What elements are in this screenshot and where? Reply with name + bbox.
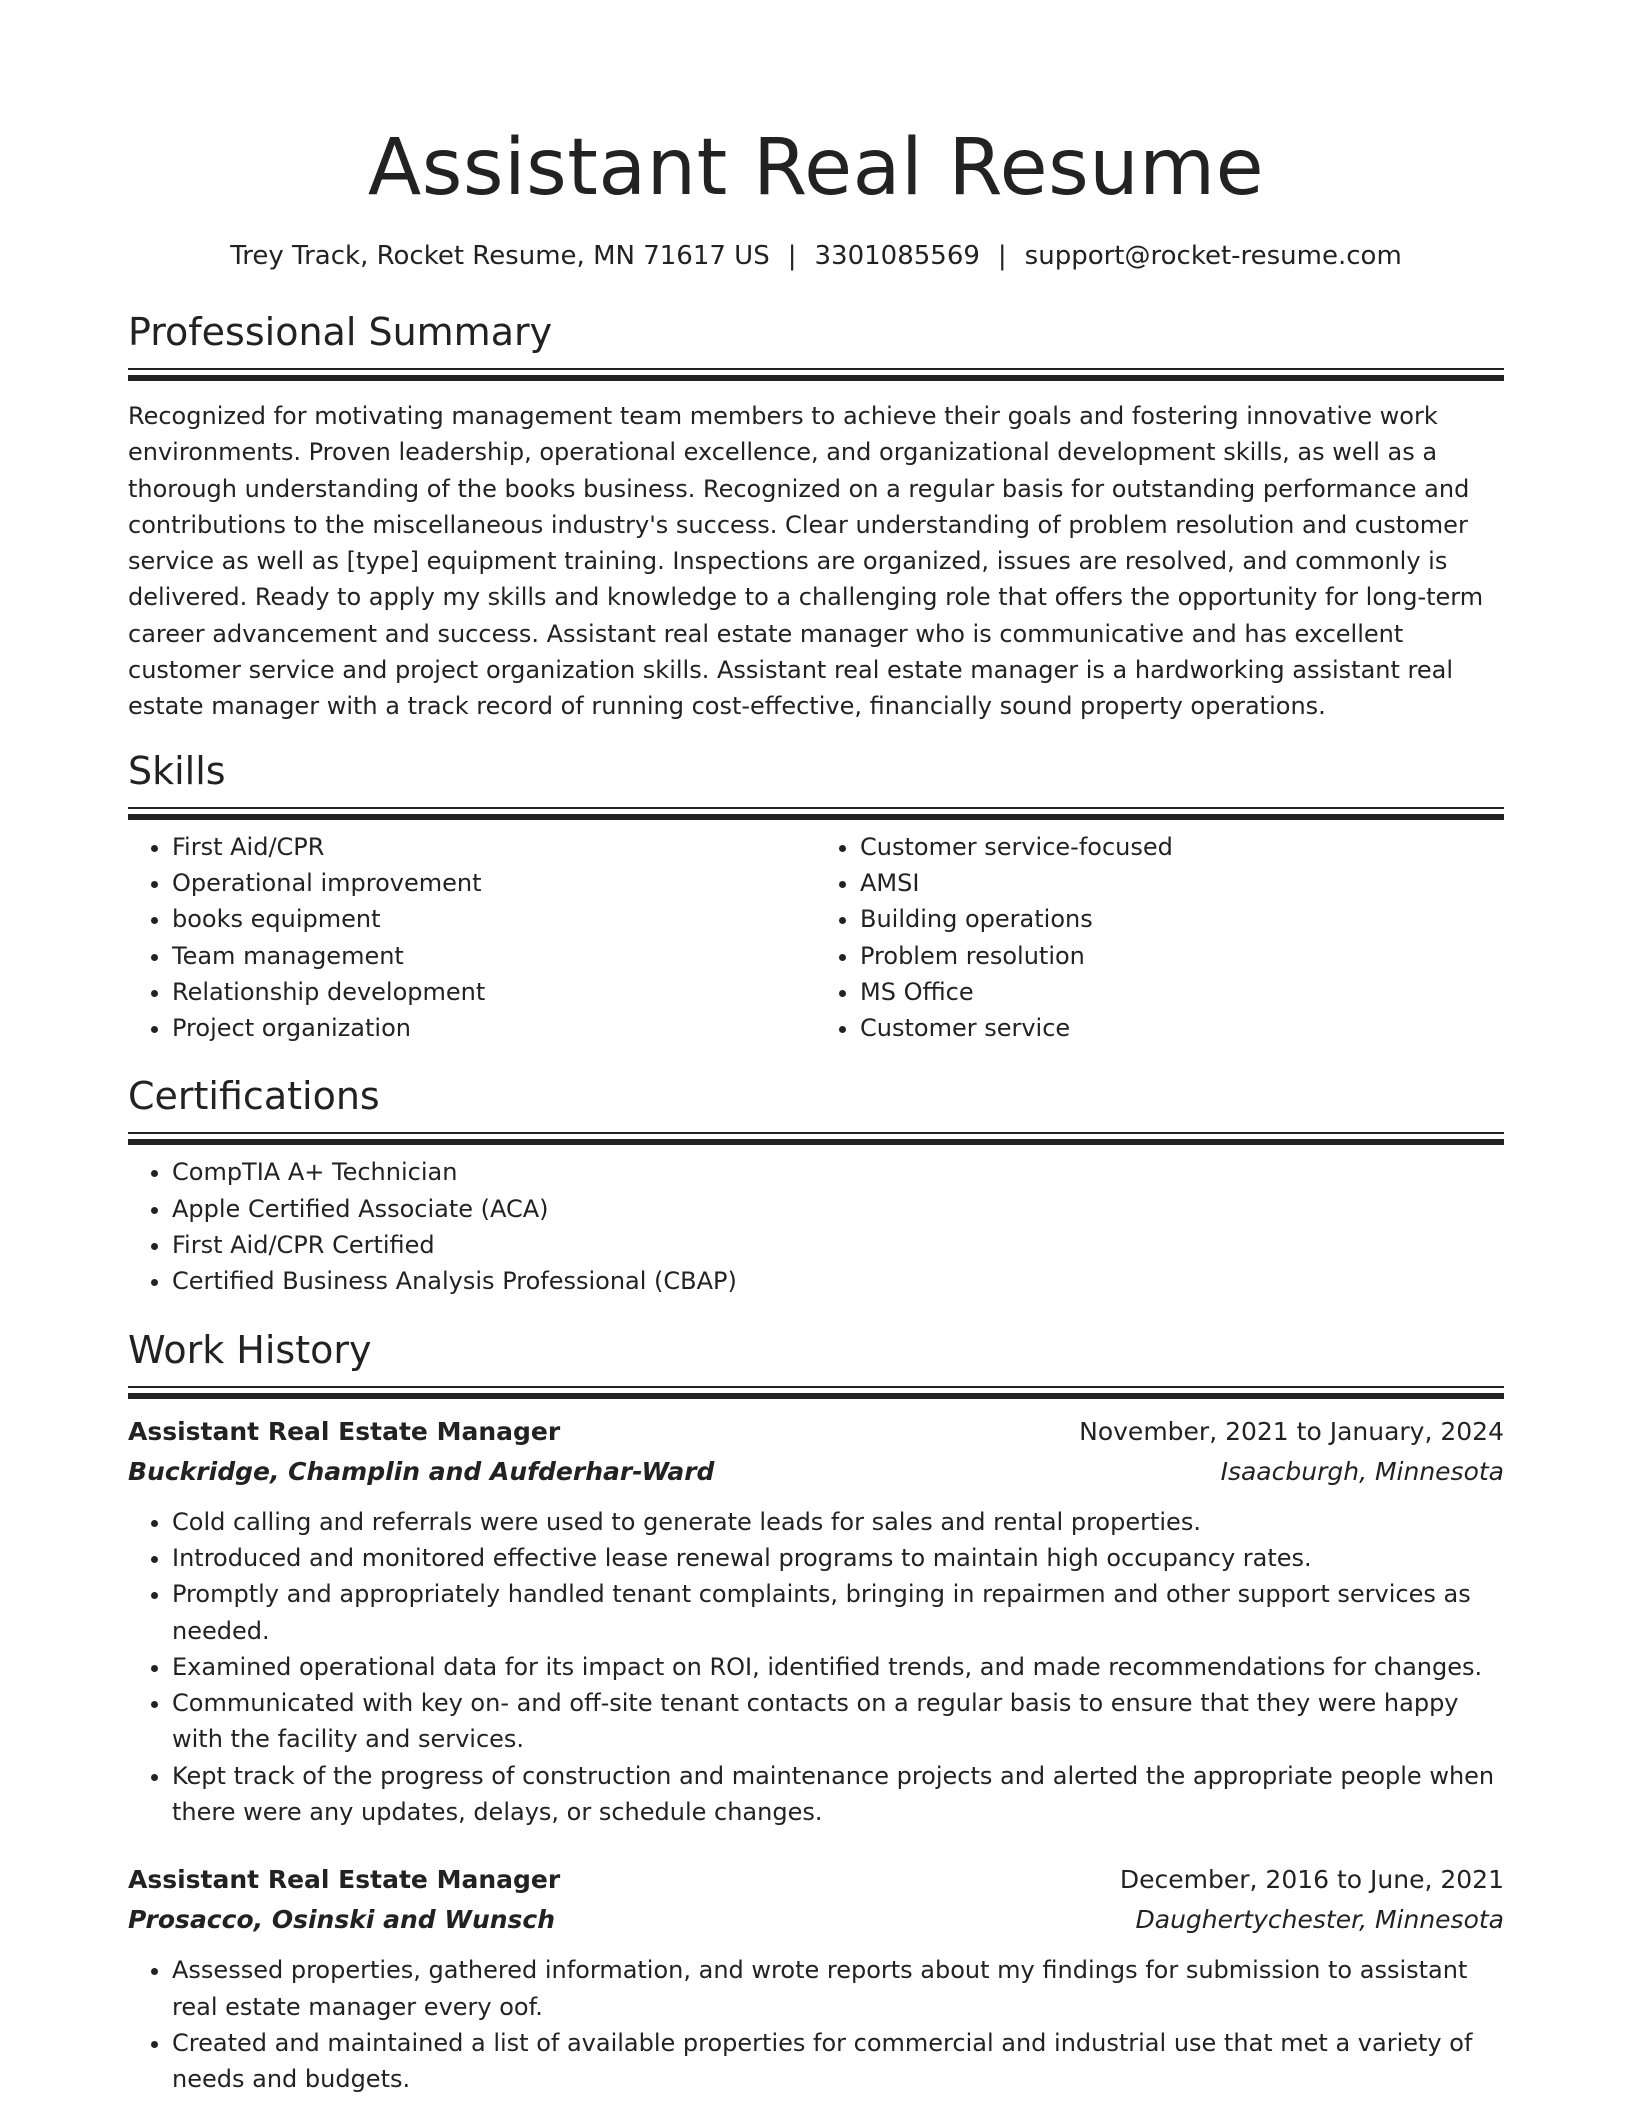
skills-heading: Skills	[128, 748, 226, 793]
job-company: Prosacco, Osinski and Wunsch	[128, 1905, 556, 1935]
job-bullet: • Introduced and monitored effective lease renewal programs to maintain high occupancy rates.	[172, 1540, 1504, 1576]
job-dates: November, 2021 to January, 2024	[1079, 1416, 1504, 1446]
certification-item: • CompTIA A+ Technician	[172, 1154, 1504, 1190]
skill-item: • Problem resolution	[860, 938, 1504, 974]
resume-page	[128, 0, 1504, 2098]
job-bullet: • Assessed properties, gathered information, and wrote reports about my findings for submission to assistant real estate manager every oof.	[172, 1952, 1504, 2025]
certifications-heading: Certifications	[128, 1074, 380, 1119]
job-subheader	[128, 1452, 1504, 1492]
job-title: Assistant Real Estate Manager	[128, 1416, 561, 1446]
job-bullet: • Kept track of the progress of construction and maintenance projects and alerted the appropriate people when there were any updates, delays, or schedule changes.	[172, 1758, 1504, 1831]
skills-list-left	[128, 829, 816, 1047]
certification-item: • First Aid/CPR Certified	[172, 1227, 1504, 1263]
summary-section	[128, 308, 1504, 725]
skill-item: • Customer service	[860, 1010, 1504, 1046]
certifications-list	[128, 1154, 1504, 1299]
skill-item: • Customer service-focused	[860, 829, 1504, 865]
contact-address: Trey Track, Rocket Resume, MN 71617 US	[230, 241, 770, 271]
job-subheader	[128, 1900, 1504, 1940]
job-bullet: • Communicated with key on- and off-site tenant contacts on a regular basis to ensure that they were happy with the facility and services.	[172, 1685, 1504, 1758]
skill-item: • AMSI	[860, 865, 1504, 901]
skill-item: • Project organization	[172, 1010, 816, 1046]
certifications-section	[128, 1072, 1504, 1299]
job-entry	[128, 1860, 1504, 2097]
summary-text: Recognized for motivating management team members to achieve their goals and fostering innovative work environments. Proven leadership, operational excellence, and organizational development skills, as well as a thorough understanding of the books business. Recognized on a regular basis for outstanding performance and contributions to the miscellaneous industry's success. Clear understanding of problem resolution and customer service as well as [type] equipment training. Inspections are organized, issues are resolved, and commonly is delivered. Ready to apply my skills and knowledge to a challenging role that offers the opportunity for long-term career advancement and success. Assistant real estate manager who is communicative and has excellent customer service and project organization skills. Assistant real estate manager is a hardworking assistant real estate manager with a track record of running cost-effective, financially sound property operations.	[128, 402, 1484, 721]
contact-separator: |	[997, 241, 1007, 271]
work-history-section	[128, 1326, 1504, 2098]
work-history-heading: Work History	[128, 1327, 372, 1372]
job-location: Isaacburgh, Minnesota	[1220, 1456, 1504, 1486]
skill-item: • Team management	[172, 938, 816, 974]
skills-section	[128, 747, 1504, 1047]
skill-item: • books equipment	[172, 901, 816, 937]
job-entry	[128, 1412, 1504, 1831]
skills-list-right	[816, 829, 1504, 1047]
contact-separator: |	[787, 241, 797, 271]
summary-heading: Professional Summary	[128, 310, 553, 354]
job-bullet: • Created and maintained a list of available properties for commercial and industrial use that met a variety of needs and budgets.	[172, 2025, 1504, 2098]
section-divider	[128, 368, 1504, 382]
job-bullet: • Examined operational data for its impact on ROI, identified trends, and made recommendations for changes.	[172, 1649, 1504, 1685]
job-bullets	[128, 1952, 1504, 2097]
resume-title: Assistant Real Resume	[367, 123, 1265, 213]
skills-grid	[128, 829, 1504, 1047]
job-company: Buckridge, Champlin and Aufderhar-Ward	[128, 1456, 715, 1486]
job-bullet: • Cold calling and referrals were used to generate leads for sales and rental properties.	[172, 1504, 1504, 1540]
certification-item: • Apple Certified Associate (ACA)	[172, 1191, 1504, 1227]
skill-item: • First Aid/CPR	[172, 829, 816, 865]
section-divider	[128, 1386, 1504, 1400]
skill-item: • Building operations	[860, 901, 1504, 937]
job-bullets	[128, 1504, 1504, 1831]
job-location: Daughertychester, Minnesota	[1135, 1905, 1504, 1935]
section-divider	[128, 807, 1504, 821]
certification-item: • Certified Business Analysis Professional (CBAP)	[172, 1263, 1504, 1299]
job-dates: December, 2016 to June, 2021	[1119, 1865, 1504, 1895]
job-header	[128, 1860, 1504, 1900]
contact-email[interactable]: support@rocket-resume.com	[1024, 241, 1402, 271]
skill-item: • Operational improvement	[172, 865, 816, 901]
contact-line	[128, 238, 1504, 274]
job-header	[128, 1412, 1504, 1452]
skill-item: • MS Office	[860, 974, 1504, 1010]
skill-item: • Relationship development	[172, 974, 816, 1010]
job-bullet: • Promptly and appropriately handled tenant complaints, bringing in repairmen and other support services as needed.	[172, 1576, 1504, 1649]
contact-phone: 3301085569	[814, 241, 980, 271]
section-divider	[128, 1132, 1504, 1146]
job-title: Assistant Real Estate Manager	[128, 1865, 561, 1895]
